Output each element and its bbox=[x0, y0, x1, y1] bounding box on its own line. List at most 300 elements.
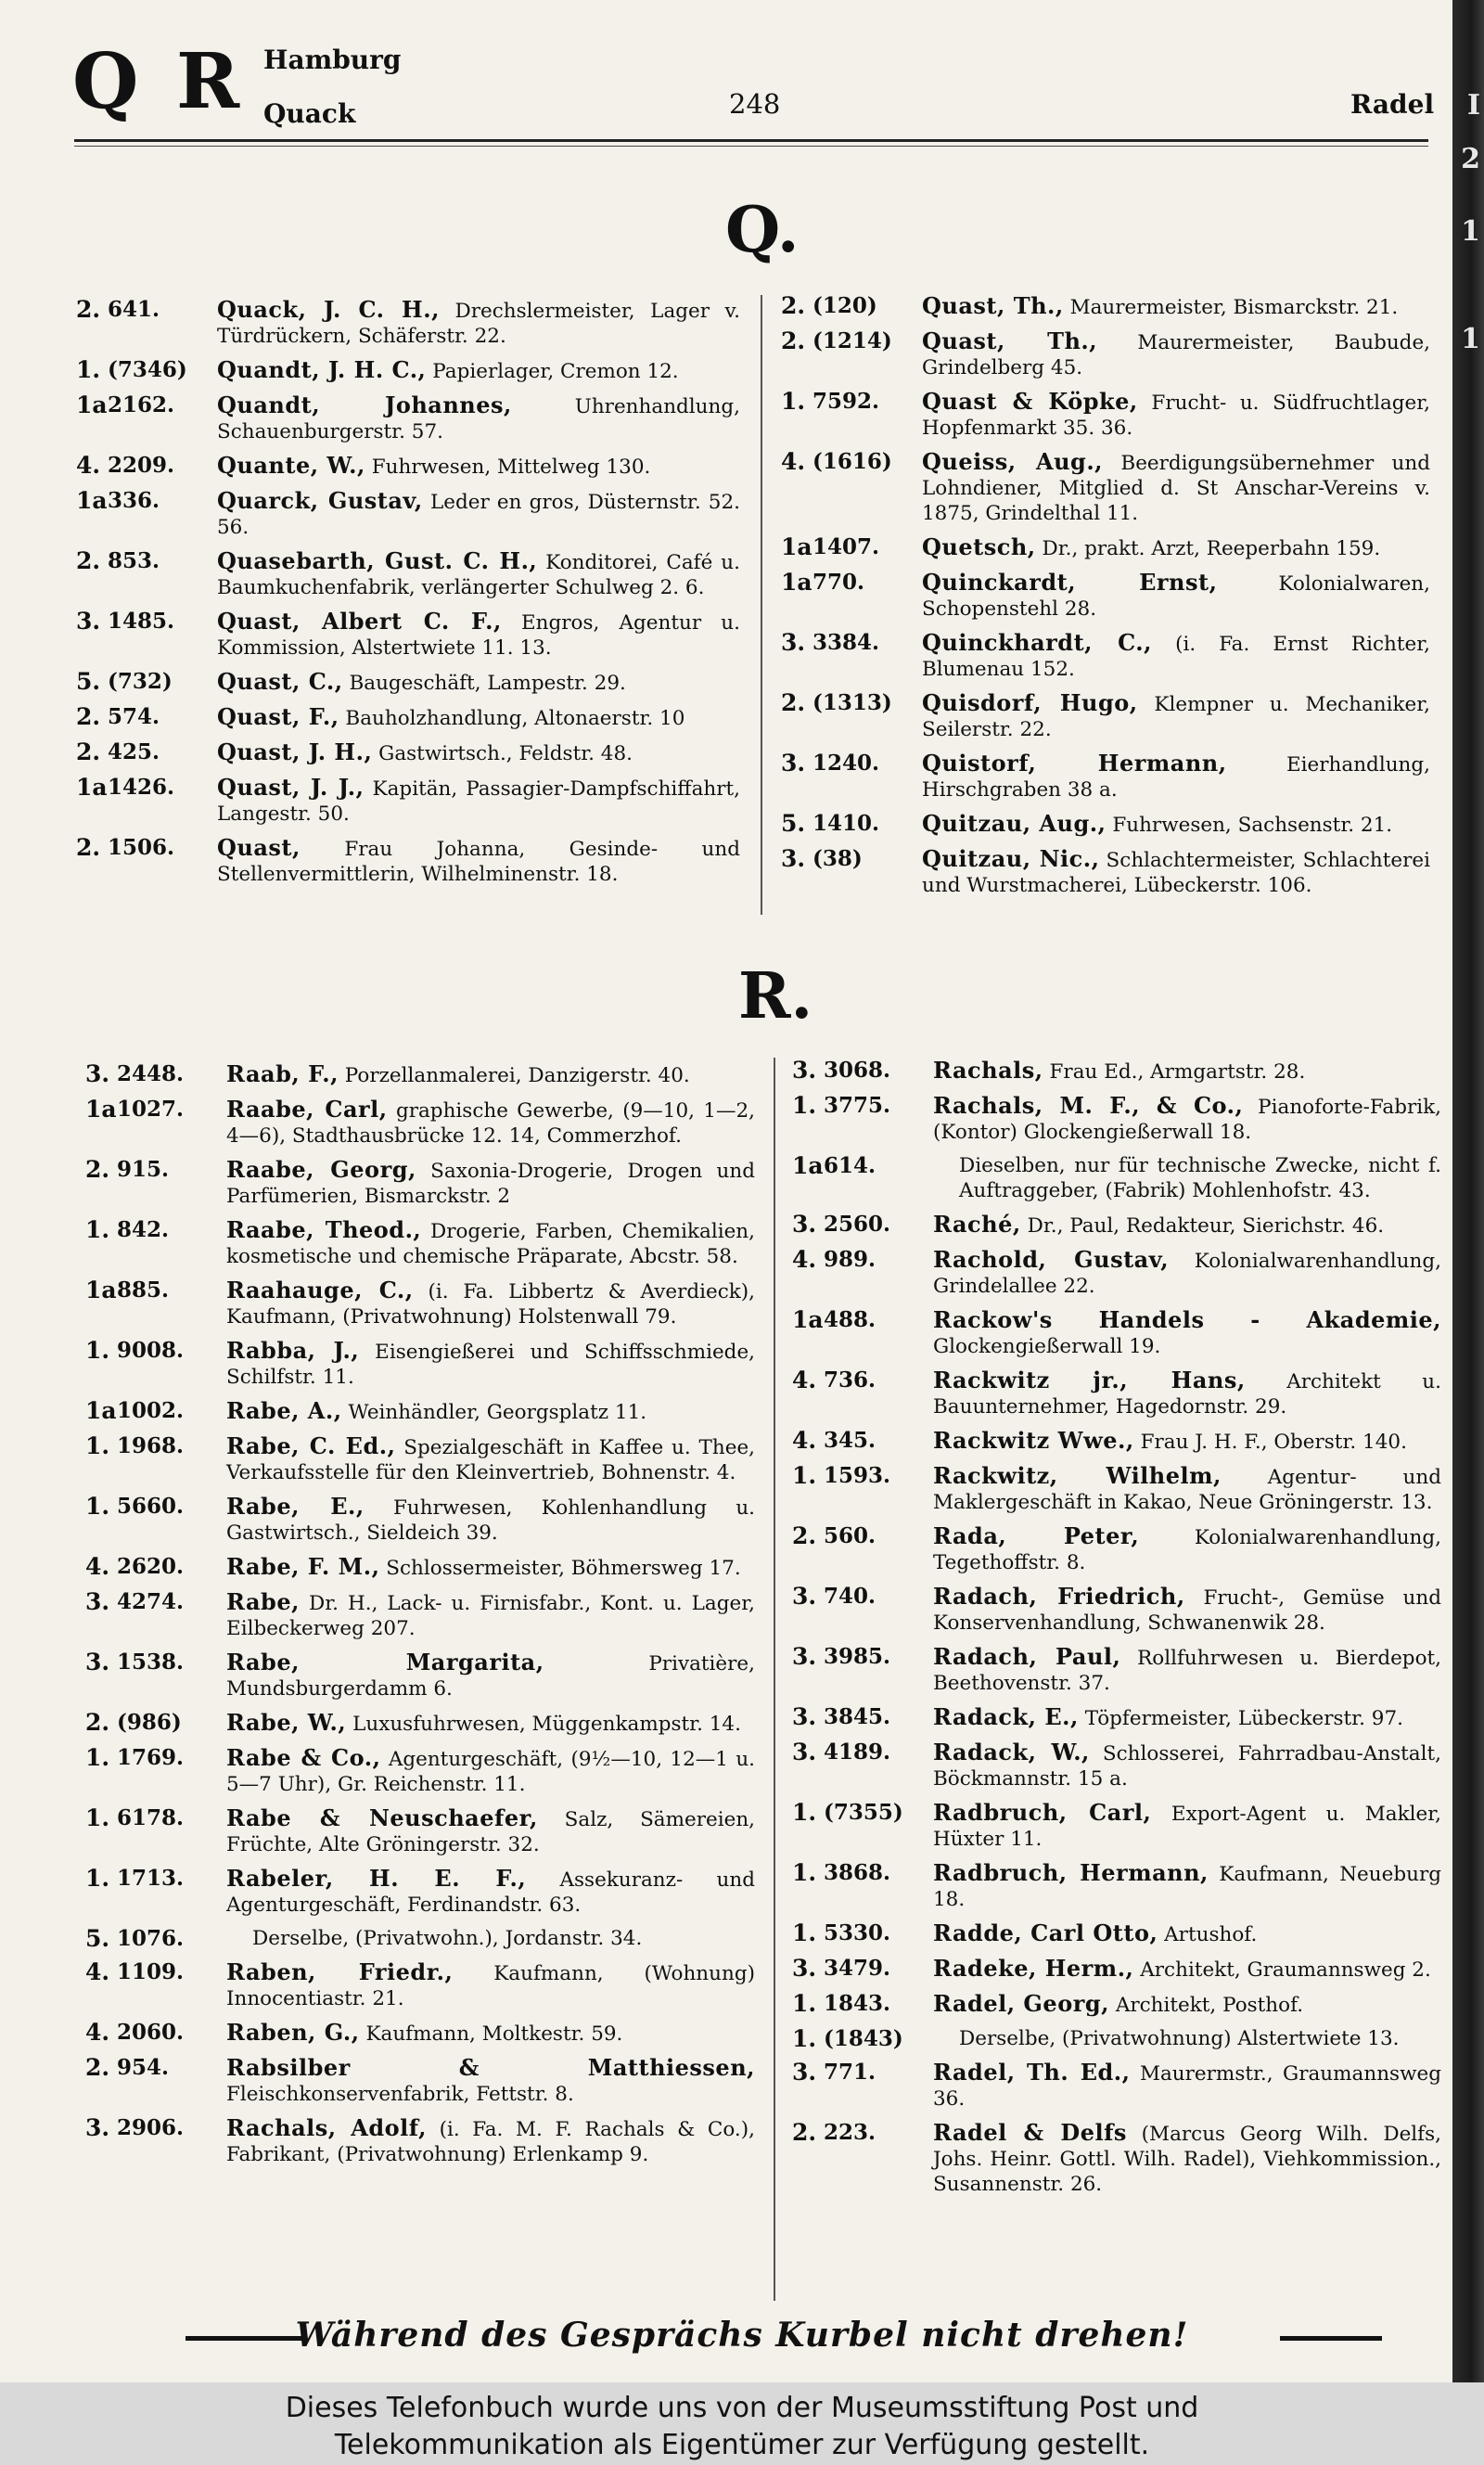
entry-details: (Marcus Georg Wilh. Delfs, Johs. Heinr. Gottl. Wilh. Radel), Viehkommission., Susannenstr. 26. bbox=[933, 2123, 1441, 2196]
exchange-class: 1a bbox=[781, 533, 812, 560]
phone-number: 223. bbox=[824, 2120, 876, 2145]
entry-details: Eierhandlung, Hirschgraben 38 a. bbox=[922, 753, 1430, 802]
phone-number: 5660. bbox=[117, 1494, 185, 1519]
directory-entry bbox=[85, 2115, 755, 2167]
entry-details: Architekt u. Bauunternehmer, Hagedornstr. 29. bbox=[933, 1370, 1441, 1419]
entry-details: (i. Fa. M. F. Rachals & Co.), Fabrikant, (Privatwohnung) Erlenkamp 9. bbox=[226, 2118, 755, 2166]
phone-number: 3868. bbox=[824, 1860, 891, 1885]
phone-number: 9008. bbox=[117, 1338, 185, 1363]
exchange-class: 3. bbox=[781, 750, 806, 777]
phone-number: 3384. bbox=[812, 630, 880, 655]
phone-number: 2060. bbox=[117, 2020, 185, 2045]
exchange-class: 1a bbox=[85, 1096, 117, 1123]
entry-details: Fuhrwesen, Sachsenstr. 21. bbox=[1112, 814, 1393, 837]
subscriber-name: Quasebarth, Gust. C. H., bbox=[217, 547, 538, 574]
exchange-class: 1. bbox=[85, 1804, 110, 1831]
exchange-class: 2. bbox=[792, 1522, 817, 1549]
edge-fragment: 2 bbox=[1461, 143, 1480, 175]
exchange-class: 5. bbox=[781, 810, 806, 837]
entry-body bbox=[922, 328, 1430, 380]
entry-details: Dr. H., Lack- u. Firnisfabr., Kont. u. Lager, Eilbeckerweg 207. bbox=[226, 1592, 755, 1640]
phone-number: (732) bbox=[108, 669, 173, 694]
entry-body bbox=[922, 534, 1430, 561]
subscriber-name: Quast, Th., bbox=[922, 292, 1064, 319]
exchange-class: 3. bbox=[781, 629, 806, 656]
phone-number: 5330. bbox=[824, 1920, 891, 1945]
subscriber-name: Rabeler, H. E. F., bbox=[226, 1865, 527, 1892]
phone-number: 1968. bbox=[117, 1433, 185, 1458]
entry-body bbox=[217, 392, 740, 444]
directory-entry bbox=[792, 1307, 1441, 1359]
entry-details: Klempner u. Mechaniker, Seilerstr. 22. bbox=[922, 693, 1430, 741]
entry-body bbox=[933, 1584, 1441, 1636]
entry-details: Schlachtermeister, Schlachterei und Wurstmacherei, Lübeckerstr. 106. bbox=[922, 849, 1431, 897]
directory-entry bbox=[76, 548, 740, 600]
subscriber-name: Quandt, Johannes, bbox=[217, 392, 512, 418]
subscriber-name: Rackwitz, Wilhelm, bbox=[933, 1462, 1222, 1489]
exchange-class: 1. bbox=[85, 1865, 110, 1892]
entry-details: Konditorei, Café u. Baumkuchenfabrik, verlängerter Schulweg 2. 6. bbox=[217, 551, 740, 599]
directory-entry bbox=[792, 1584, 1441, 1636]
exchange-class: 5. bbox=[85, 1925, 110, 1952]
subscriber-name: Raben, Friedr., bbox=[226, 1958, 454, 1985]
exchange-class: 4. bbox=[792, 1367, 817, 1393]
exchange-class: 4. bbox=[792, 1246, 817, 1273]
subscriber-name: Radach, Friedrich, bbox=[933, 1583, 1185, 1610]
entry-body bbox=[933, 1956, 1441, 1983]
phone-number: (120) bbox=[812, 293, 877, 318]
directory-entry bbox=[85, 1926, 755, 1951]
subscriber-name: Quast & Köpke, bbox=[922, 388, 1138, 415]
entry-body bbox=[217, 488, 740, 540]
edge-fragment: 1 bbox=[1461, 215, 1480, 248]
exchange-class: 3. bbox=[792, 1643, 817, 1670]
subscriber-name: Raab, F., bbox=[226, 1060, 339, 1087]
entry-details: graphische Gewerbe, (9—10, 1—2, 4—6), Stadthausbrücke 12. 14, Commerzhof. bbox=[226, 1099, 755, 1148]
subscriber-name: Rabe, C. Ed., bbox=[226, 1432, 396, 1459]
phone-number: 989. bbox=[824, 1247, 876, 1272]
directory-entry bbox=[781, 328, 1430, 380]
r-right-column bbox=[792, 1058, 1441, 2205]
entry-body bbox=[922, 811, 1430, 838]
entry-body bbox=[226, 1959, 755, 2011]
subscriber-name: Rachold, Gustav, bbox=[933, 1246, 1170, 1273]
next-page-edge bbox=[1452, 0, 1484, 2382]
entry-body bbox=[252, 1926, 755, 1951]
exchange-class: 1a bbox=[76, 774, 108, 801]
phone-number: 3985. bbox=[824, 1644, 891, 1669]
subscriber-name: Rabe, A., bbox=[226, 1397, 342, 1424]
directory-entry bbox=[85, 1157, 755, 1209]
directory-entry bbox=[792, 2120, 1441, 2197]
phone-number: (7355) bbox=[824, 1800, 903, 1825]
subscriber-name: Raché, bbox=[933, 1211, 1021, 1238]
entry-body bbox=[959, 1153, 1441, 1203]
exchange-class: 1. bbox=[792, 1462, 817, 1489]
entry-body bbox=[217, 453, 740, 480]
subscriber-name: Rachals, Adolf, bbox=[226, 2114, 427, 2141]
entry-body bbox=[933, 1704, 1441, 1731]
exchange-class: 1a bbox=[76, 392, 108, 418]
exchange-class: 3. bbox=[85, 1649, 110, 1675]
directory-entry bbox=[76, 739, 740, 766]
subscriber-name: Rachals, M. F., & Co., bbox=[933, 1092, 1244, 1119]
exchange-class: 1a bbox=[76, 487, 108, 514]
exchange-class: 2. bbox=[76, 738, 101, 765]
slogan-dash-right bbox=[1280, 2336, 1382, 2341]
phone-number: 1593. bbox=[824, 1463, 891, 1488]
exchange-class: 1a bbox=[85, 1277, 117, 1303]
entry-details: Kolonialwarenhandlung, Grindelallee 22. bbox=[933, 1250, 1441, 1298]
entry-details: Frau Ed., Armgartstr. 28. bbox=[1049, 1060, 1306, 1084]
entry-body bbox=[922, 751, 1430, 802]
phone-number: 336. bbox=[108, 488, 160, 513]
archive-caption bbox=[0, 2390, 1484, 2464]
exchange-class: 4. bbox=[792, 1427, 817, 1454]
subscriber-name: Raabe, Carl, bbox=[226, 1096, 388, 1123]
phone-number: 1240. bbox=[812, 751, 880, 776]
header-first-name: Quack bbox=[263, 98, 356, 129]
directory-entry bbox=[85, 1805, 755, 1857]
q-left-column bbox=[76, 297, 740, 895]
entry-details: Weinhändler, Georgsplatz 11. bbox=[348, 1401, 647, 1424]
entry-body bbox=[933, 1991, 1441, 2018]
entry-body bbox=[226, 1805, 755, 1857]
entry-body bbox=[226, 1338, 755, 1390]
phone-number: 2620. bbox=[117, 1554, 185, 1579]
header-rule-thin bbox=[74, 146, 1428, 147]
exchange-class: 1. bbox=[85, 1337, 110, 1364]
subscriber-name: Rabe, F. M., bbox=[226, 1553, 380, 1580]
phone-number: 3775. bbox=[824, 1093, 891, 1118]
phone-number: 1407. bbox=[812, 534, 880, 559]
entry-details: Agentur- und Maklergeschäft in Kakao, Neue Gröningerstr. 13. bbox=[933, 1466, 1442, 1514]
directory-entry bbox=[781, 293, 1430, 320]
directory-entry bbox=[792, 1093, 1441, 1145]
phone-number: 2209. bbox=[108, 453, 175, 478]
entry-body bbox=[226, 2020, 755, 2047]
directory-entry bbox=[792, 1212, 1441, 1239]
exchange-class: 3. bbox=[792, 1057, 817, 1084]
phone-number: (1616) bbox=[812, 449, 892, 474]
exchange-class: 1. bbox=[792, 2025, 817, 2052]
exchange-class: 3. bbox=[792, 1703, 817, 1730]
directory-entry bbox=[792, 1704, 1441, 1731]
exchange-class: 3. bbox=[792, 1739, 817, 1765]
entry-body bbox=[217, 704, 740, 731]
directory-entry bbox=[85, 1097, 755, 1149]
entry-body bbox=[933, 2120, 1441, 2197]
entry-details: Saxonia-Drogerie, Drogen und Parfümerien, Bismarckstr. 2 bbox=[226, 1160, 756, 1208]
entry-body bbox=[922, 630, 1430, 682]
subscriber-name: Radack, E., bbox=[933, 1703, 1079, 1730]
exchange-class: 2. bbox=[76, 547, 101, 574]
entry-body bbox=[933, 2060, 1441, 2112]
entry-details: Architekt, Graumannsweg 2. bbox=[1140, 1958, 1431, 1982]
entry-details: Privatière, Mundsburgerdamm 6. bbox=[226, 1652, 755, 1701]
subscriber-name: Rabe, E., bbox=[226, 1493, 365, 1520]
exchange-class: 3. bbox=[792, 1211, 817, 1238]
header-last-name: Radel bbox=[1350, 89, 1435, 120]
entry-body bbox=[933, 1463, 1441, 1515]
phone-number: 2906. bbox=[117, 2115, 185, 2140]
phone-number: 574. bbox=[108, 704, 160, 729]
subscriber-name: Rabe & Neuschaefer, bbox=[226, 1804, 538, 1831]
entry-details: Kaufmann, Moltkestr. 59. bbox=[365, 2022, 623, 2046]
entry-body bbox=[933, 1093, 1441, 1145]
subscriber-name: Raahauge, C., bbox=[226, 1277, 414, 1303]
entry-details: Dr., Paul, Redakteur, Sierichstr. 46. bbox=[1027, 1214, 1385, 1238]
exchange-class: 1. bbox=[85, 1744, 110, 1771]
subscriber-name: Queiss, Aug., bbox=[922, 448, 1104, 475]
exchange-class: 2. bbox=[85, 1709, 110, 1736]
caption-line: Dieses Telefonbuch wurde uns von der Museumsstiftung Post und bbox=[285, 2392, 1199, 2424]
phone-number: 2448. bbox=[117, 1061, 185, 1086]
section-letter-q: Q. bbox=[725, 193, 800, 267]
entry-details: Eisengießerei und Schiffsschmiede, Schilfstr. 11. bbox=[226, 1341, 756, 1389]
exchange-class: 1. bbox=[792, 1859, 817, 1886]
entry-body bbox=[922, 389, 1430, 441]
entry-body bbox=[217, 357, 740, 384]
directory-entry bbox=[781, 690, 1430, 742]
phone-number: 1769. bbox=[117, 1745, 185, 1770]
entry-details: Assekuranz- und Agenturgeschäft, Ferdinandstr. 63. bbox=[226, 1868, 755, 1917]
exchange-class: 1a bbox=[792, 1306, 824, 1333]
entry-details: Fleischkonservenfabrik, Fettstr. 8. bbox=[226, 2083, 574, 2106]
entry-body bbox=[226, 1398, 755, 1425]
header-rule bbox=[74, 139, 1428, 142]
subscriber-name: Quitzau, Nic., bbox=[922, 845, 1100, 872]
exchange-class: 1. bbox=[792, 1092, 817, 1119]
entry-body bbox=[217, 548, 740, 600]
entry-details: Fuhrwesen, Mittelweg 130. bbox=[371, 456, 651, 479]
directory-entry bbox=[85, 1959, 755, 2011]
exchange-class: 4. bbox=[781, 448, 806, 475]
directory-entry bbox=[85, 1710, 755, 1737]
directory-entry bbox=[85, 2020, 755, 2047]
phone-number: 771. bbox=[824, 2060, 876, 2085]
subscriber-name: Radach, Paul, bbox=[933, 1643, 1121, 1670]
phone-number: 1426. bbox=[108, 775, 175, 800]
phone-number: 1538. bbox=[117, 1650, 185, 1675]
exchange-class: 5. bbox=[76, 668, 101, 695]
entry-body bbox=[226, 1866, 755, 1918]
subscriber-name: Quetsch, bbox=[922, 533, 1036, 560]
directory-entry bbox=[792, 1956, 1441, 1983]
directory-entry bbox=[76, 775, 740, 827]
exchange-class: 3. bbox=[781, 845, 806, 872]
entry-details: Agenturgeschäft, (9½—10, 12—1 u. 5—7 Uhr), Gr. Reichenstr. 11. bbox=[226, 1748, 755, 1796]
phone-number: 740. bbox=[824, 1584, 876, 1609]
directory-entry bbox=[85, 1433, 755, 1485]
entry-details: Architekt, Posthof. bbox=[1115, 1994, 1304, 2017]
directory-entry bbox=[85, 1650, 755, 1701]
phone-number: 641. bbox=[108, 297, 160, 322]
entry-body bbox=[922, 570, 1430, 622]
subscriber-name: Rabe & Co., bbox=[226, 1744, 381, 1771]
caption-line: Telekommunikation als Eigentümer zur Verfügung gestellt. bbox=[334, 2429, 1150, 2461]
exchange-class: 1. bbox=[781, 388, 806, 415]
phone-number: 1410. bbox=[812, 811, 880, 836]
phone-number: 488. bbox=[824, 1307, 876, 1332]
subscriber-name: Quast, Albert C. F., bbox=[217, 608, 502, 635]
directory-entry bbox=[76, 357, 740, 384]
entry-body bbox=[933, 1307, 1441, 1359]
exchange-class: 4. bbox=[85, 1958, 110, 1985]
footer-slogan: Während des Gesprächs Kurbel nicht drehen! bbox=[295, 2316, 1189, 2355]
entry-details: Maurermstr., Graumannsweg 36. bbox=[933, 2062, 1441, 2111]
entry-details: Kolonialwaren, Schopenstehl 28. bbox=[922, 572, 1430, 621]
entry-details: Kaufmann, (Wohnung) Innocentiastr. 21. bbox=[226, 1962, 755, 2010]
phone-number: 2560. bbox=[824, 1212, 891, 1237]
directory-entry bbox=[85, 1398, 755, 1425]
exchange-class: 3. bbox=[85, 2114, 110, 2141]
header-city: Hamburg bbox=[263, 45, 402, 75]
subscriber-name: Radack, W., bbox=[933, 1739, 1090, 1765]
subscriber-name: Radde, Carl Otto, bbox=[933, 1919, 1158, 1946]
directory-entry bbox=[792, 1991, 1441, 2018]
subscriber-name: Quisdorf, Hugo, bbox=[922, 689, 1138, 716]
exchange-class: 3. bbox=[76, 608, 101, 635]
subscriber-name: Quitzau, Aug., bbox=[922, 810, 1107, 837]
directory-entry bbox=[76, 835, 740, 887]
exchange-class: 2. bbox=[85, 2054, 110, 2081]
entry-details: Derselbe, (Privatwohn.), Jordanstr. 34. bbox=[252, 1927, 643, 1950]
column-divider-r bbox=[774, 1058, 775, 2301]
directory-entry bbox=[792, 1367, 1441, 1419]
entry-body bbox=[226, 1157, 755, 1209]
exchange-class: 3. bbox=[792, 2059, 817, 2086]
phone-number: 736. bbox=[824, 1367, 876, 1393]
entry-details: Töpfermeister, Lübeckerstr. 97. bbox=[1084, 1707, 1403, 1730]
exchange-class: 1. bbox=[792, 1799, 817, 1826]
entry-details: Rollfuhrwesen u. Bierdepot, Beethovenstr. 37. bbox=[933, 1647, 1441, 1695]
entry-details: Frucht- u. Südfruchtlager, Hopfenmarkt 35. 36. bbox=[922, 392, 1430, 440]
entry-details: Baugeschäft, Lampestr. 29. bbox=[349, 672, 626, 695]
entry-body bbox=[217, 775, 740, 827]
subscriber-name: Radel, Th. Ed., bbox=[933, 2059, 1131, 2086]
entry-details: Fuhrwesen, Kohlenhandlung u. Gastwirtsch., Sieldeich 39. bbox=[226, 1496, 756, 1545]
subscriber-name: Quast, Th., bbox=[922, 327, 1098, 354]
directory-entry bbox=[781, 751, 1430, 802]
entry-body bbox=[226, 2055, 755, 2107]
subscriber-name: Rabe, W., bbox=[226, 1709, 347, 1736]
subscriber-name: Radbruch, Carl, bbox=[933, 1799, 1152, 1826]
subscriber-name: Quast, J. H., bbox=[217, 738, 373, 765]
phone-number: 770. bbox=[812, 570, 865, 595]
entry-details: Leder en gros, Düsternstr. 52. 56. bbox=[217, 491, 741, 539]
entry-details: Drogerie, Farben, Chemikalien, kosmetische und chemische Präparate, Abcstr. 58. bbox=[226, 1220, 755, 1268]
phone-number: 1002. bbox=[117, 1398, 185, 1423]
entry-body bbox=[217, 669, 740, 696]
directory-entry bbox=[781, 846, 1430, 898]
exchange-class: 1. bbox=[85, 1493, 110, 1520]
directory-entry bbox=[792, 1860, 1441, 1912]
phone-number: (986) bbox=[117, 1710, 182, 1735]
phone-number: 1485. bbox=[108, 609, 175, 634]
entry-details: Maurermeister, Bismarckstr. 21. bbox=[1069, 296, 1399, 319]
entry-details: Glockengießerwall 19. bbox=[933, 1335, 1161, 1358]
directory-entry bbox=[85, 1494, 755, 1546]
subscriber-name: Quistorf, Hermann, bbox=[922, 750, 1227, 777]
subscriber-name: Quinckhardt, C., bbox=[922, 629, 1152, 656]
exchange-class: 1. bbox=[792, 1919, 817, 1946]
entry-body bbox=[933, 1058, 1441, 1085]
entry-details: (i. Fa. Ernst Richter, Blumenau 152. bbox=[922, 633, 1430, 681]
exchange-class: 3. bbox=[792, 1955, 817, 1982]
subscriber-name: Rackwitz jr., Hans, bbox=[933, 1367, 1246, 1393]
phone-number: (1843) bbox=[824, 2026, 903, 2051]
directory-entry bbox=[792, 1920, 1441, 1947]
exchange-class: 2. bbox=[792, 2119, 817, 2146]
exchange-class: 1a bbox=[781, 569, 812, 596]
subscriber-name: Rabsilber & Matthiessen, bbox=[226, 2054, 755, 2081]
phone-number: 345. bbox=[824, 1428, 876, 1453]
exchange-class: 2. bbox=[76, 296, 101, 323]
entry-body bbox=[226, 2115, 755, 2167]
r-left-column bbox=[85, 1061, 755, 2176]
phone-number: 954. bbox=[117, 2055, 170, 2080]
subscriber-name: Quast, F., bbox=[217, 703, 339, 730]
directory-entry bbox=[85, 1338, 755, 1390]
entry-details: Beerdigungsübernehmer und Lohndiener, Mitglied d. St Anschar-Vereins v. 1875, Grindelthal 11. bbox=[922, 452, 1431, 525]
directory-entry bbox=[781, 389, 1430, 441]
entry-details: Gastwirtsch., Feldstr. 48. bbox=[378, 742, 633, 765]
edge-fragment: I bbox=[1466, 89, 1480, 122]
directory-entry bbox=[792, 1800, 1441, 1852]
exchange-class: 2. bbox=[76, 703, 101, 730]
exchange-class: 2. bbox=[781, 689, 806, 716]
subscriber-name: Quast, J. J., bbox=[217, 774, 365, 801]
entry-details: Schlossermeister, Böhmersweg 17. bbox=[386, 1557, 741, 1580]
entry-body bbox=[226, 1554, 755, 1581]
phone-number: 1027. bbox=[117, 1097, 185, 1122]
entry-body bbox=[226, 1494, 755, 1546]
entry-body bbox=[933, 1800, 1441, 1852]
entry-body bbox=[226, 1433, 755, 1485]
directory-entry bbox=[76, 669, 740, 696]
directory-entry bbox=[76, 609, 740, 661]
subscriber-name: Quandt, J. H. C., bbox=[217, 356, 427, 383]
entry-details: Kaufmann, Neueburg 18. bbox=[933, 1863, 1441, 1911]
entry-body bbox=[933, 1367, 1441, 1419]
directory-entry bbox=[781, 811, 1430, 838]
directory-entry bbox=[85, 1554, 755, 1581]
exchange-class: 1. bbox=[792, 1990, 817, 2017]
exchange-class: 1a bbox=[85, 1397, 117, 1424]
directory-entry bbox=[76, 392, 740, 444]
entry-details: Pianoforte-Fabrik, (Kontor) Glockengießerwall 18. bbox=[933, 1096, 1441, 1144]
exchange-class: 3. bbox=[85, 1588, 110, 1615]
phone-number: 7592. bbox=[812, 389, 880, 414]
entry-body bbox=[933, 1860, 1441, 1912]
subscriber-name: Rabba, J., bbox=[226, 1337, 360, 1364]
directory-entry bbox=[792, 1740, 1441, 1791]
phone-number: 1506. bbox=[108, 835, 175, 860]
entry-details: Dr., prakt. Arzt, Reeperbahn 159. bbox=[1042, 537, 1381, 560]
directory-entry bbox=[85, 1745, 755, 1797]
directory-entry bbox=[781, 570, 1430, 622]
entry-details: Uhrenhandlung, Schauenburgerstr. 57. bbox=[217, 395, 740, 443]
directory-entry bbox=[792, 1463, 1441, 1515]
entry-details: Spezialgeschäft in Kaffee u. Thee, Verkaufsstelle für den Kleinvertrieb, Bohnenstr. 4. bbox=[226, 1436, 756, 1484]
entry-body bbox=[922, 846, 1430, 898]
exchange-class: 1. bbox=[85, 1216, 110, 1243]
subscriber-name: Quinckardt, Ernst, bbox=[922, 569, 1218, 596]
directory-entry bbox=[792, 2060, 1441, 2112]
entry-details: Papierlager, Cremon 12. bbox=[432, 360, 679, 383]
entry-body bbox=[217, 297, 740, 349]
